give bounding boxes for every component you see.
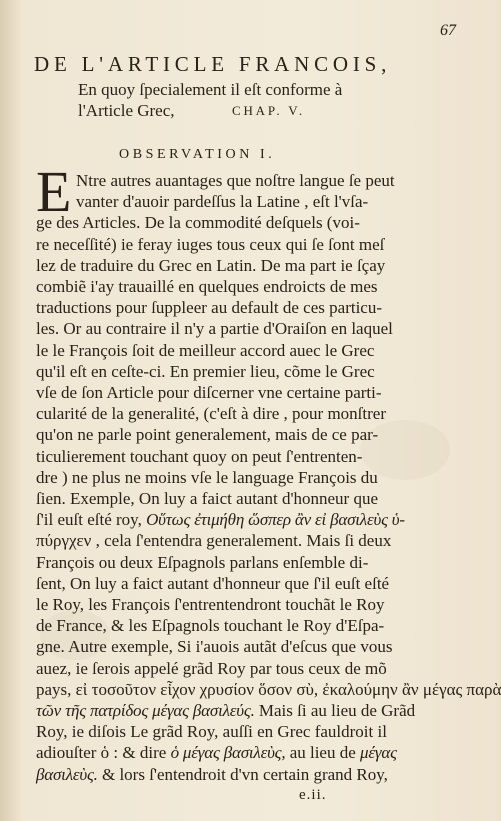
body-line-20: ſent, On luy a faict autant d'honneur que ſ'il euſt eſté (36, 573, 390, 593)
body-line-27: Roy, ie diſois Le grãd Roy, auſſi en Grec fauldroit il (36, 722, 387, 742)
body-line-13: qu'on ne parle point generalement, mais de ce par- (36, 425, 379, 445)
drop-cap-initial: E (36, 159, 72, 224)
body-line-22: de France, & les Eſpagnols touchant le Roy d'Eſpa- (36, 616, 385, 636)
body-line-29 (36, 764, 446, 786)
chapter-subtitle-line-2: l'Article Grec, (78, 101, 175, 120)
body-line-24: auez, ie ſerois appelé grãd Roy par tous ceux de mõ (36, 658, 387, 678)
chapter-number: CHAP. V. (232, 103, 305, 118)
body-line-26 (36, 700, 446, 722)
body-line-17 (36, 509, 446, 531)
body-line-3: ge des Articles. De la commodité deſquels (voi- (36, 213, 360, 233)
body-line-6: combiẽ i'ay trauaillé en quelques endroicts de mes (36, 277, 378, 296)
body-line-1: Ntre autres auantages que noſtre langue ſe peut (76, 171, 395, 190)
body-line-26-french: Mais ſi au lieu de Grãd (254, 701, 416, 720)
chapter-subtitle-line-1: En quoy ſpecialement il eſt conforme à (78, 80, 343, 99)
body-line-18: πύργχεν , cela ſ'entendra generalement. Mais ſi deux (36, 531, 392, 551)
running-head: DE L'ARTICLE FRANCOIS, (34, 52, 392, 76)
body-line-26-greek: τῶν τῆς πατρίδος μέγας βασιλεύς. (36, 701, 255, 720)
body-line-2: vanter d'auoir pardeſſus la Latine , eſt l'vſa- (76, 192, 369, 212)
body-line-11: vſe de ſon Article pour diſcerner vne certaine parti- (36, 383, 382, 402)
body-line-28-greek: ὁ μέγας βασιλεὺς, (170, 743, 286, 763)
body-line-7: traductions pour ſuppleer au default de ces particu- (36, 298, 383, 318)
body-line-21: le Roy, les François ſ'entrentendront touchãt le Roy (36, 595, 385, 614)
body-line-12: cularité de la generalité, (c'eſt à dire , pour monſtrer (36, 404, 386, 424)
body-line-29-suffix: & lors ſ'entendroit d'vn certain grand Roy, (97, 764, 388, 784)
signature-mark: e.ii. (299, 786, 327, 803)
body-line-5: lez de traduire du Grec en Latin. De ma part ie ſçay (36, 255, 386, 275)
body-line-9: le le François ſoit de meilleur accord auec le Grec (36, 340, 375, 360)
body-line-15: dre ) ne plus ne moins vſe le language François du (36, 467, 378, 487)
body-line-17-french: ſ'il euſt eſté roy, (36, 510, 147, 530)
body-line-8: les. Or au contraire il n'y a partie d'Oraiſon en laquel (36, 319, 393, 339)
body-line-10: qu'il eſt en ceſte-ci. En premier lieu, cõme le Grec (36, 361, 375, 381)
body-line-28-suffix: au lieu de (285, 743, 361, 763)
body-line-28 (36, 742, 446, 764)
body-line-25: pays, εἰ τοσοῦτον εἶχον χρυσίον ὅσον σὺ, ἐκαλούμην ἂν μέγας παρὰ (36, 679, 501, 699)
section-title: OBSERVATION I. (119, 147, 276, 162)
body-line-28-greek-2: μέγας (360, 743, 397, 763)
body-line-28-prefix: adiouſter ὁ : & dire (36, 743, 171, 763)
page-number: 67 (440, 22, 456, 39)
body-line-19: François ou deux Eſpagnols parlans enſemble di- (36, 552, 369, 572)
body-line-17-greek: Οὕτως ἐτιμήθη ὥσπερ ἂν εἰ βασιλεὺς ὑ- (146, 510, 405, 530)
body-line-4: re neceſſité) ie feray iuges tous ceux qui ſe ſont meſ (36, 234, 385, 254)
body-line-16: ſien. Exemple, On luy a faict autant d'honneur que (36, 489, 379, 508)
body-line-14: ticulierement touchant quoy on peut ſ'entrenten- (36, 446, 363, 466)
body-line-23: gne. Autre exemple, Si i'auois autãt d'eſcus que vous (36, 637, 393, 657)
body-line-29-greek: βασιλεὺς. (36, 764, 98, 784)
